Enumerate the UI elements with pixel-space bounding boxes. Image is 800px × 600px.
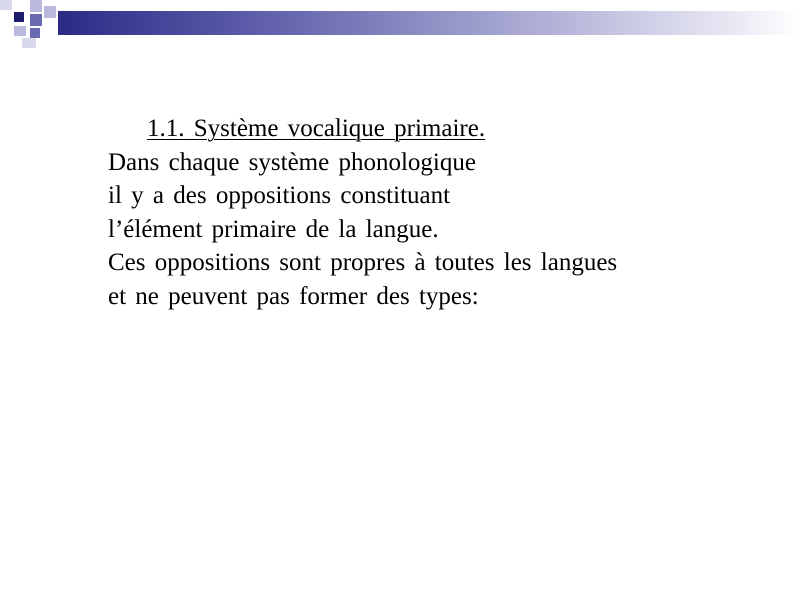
decor-square — [44, 6, 56, 18]
decor-square — [22, 38, 36, 48]
decor-square — [14, 12, 24, 22]
paragraph-line: l’élément primaire de la langue. — [108, 215, 439, 243]
paragraph-line: et ne peuvent pas former des types: — [108, 282, 479, 310]
decor-square — [30, 28, 40, 38]
decor-square — [30, 0, 42, 12]
slide-body — [108, 112, 748, 313]
paragraph-line: Ces oppositions sont propres à toutes les langues — [108, 249, 618, 276]
decor-square — [14, 26, 26, 36]
paragraph-line: Dans chaque système phonologique — [108, 148, 476, 176]
slide-heading: 1.1. Système vocalique primaire. — [147, 115, 486, 142]
paragraph-line: il y a des oppositions constituant — [108, 182, 451, 209]
decor-square — [30, 14, 42, 26]
header-gradient-bar — [58, 11, 800, 35]
decor-square — [0, 0, 12, 10]
